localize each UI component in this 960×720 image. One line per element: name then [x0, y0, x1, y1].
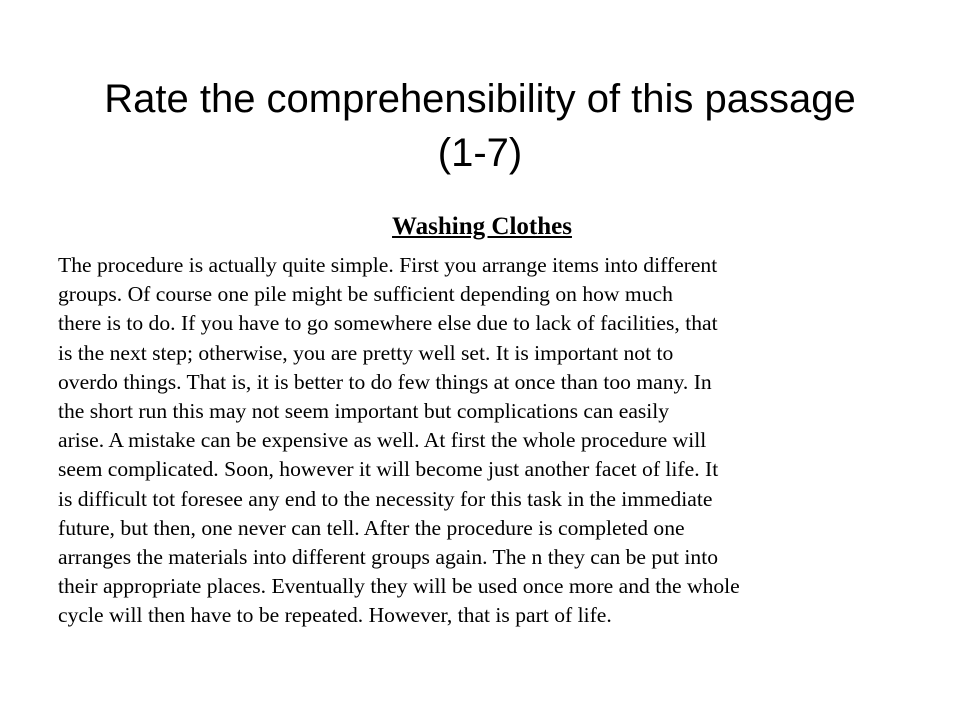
passage-line: overdo things. That is, it is better to do few things at once than too many. In — [58, 369, 712, 394]
passage-line: the short run this may not seem important but complications can easily — [58, 399, 670, 424]
passage-line: is the next step; otherwise, you are pretty well set. It is important not to — [58, 340, 674, 365]
slide-title-line-1: Rate the comprehensibility of this passage — [104, 77, 856, 121]
passage-line: groups. Of course one pile might be sufficient depending on how much — [58, 282, 673, 307]
passage-heading: Washing Clothes — [392, 213, 572, 240]
passage-line: future, but then, one never can tell. After the procedure is completed one — [58, 515, 685, 540]
passage-body — [58, 251, 938, 631]
passage-line: arise. A mistake can be expensive as well. At first the whole procedure will — [58, 428, 707, 453]
passage-line: there is to do. If you have to go somewhere else due to lack of facilities, that — [58, 311, 718, 336]
slide-title-line-2: (1-7) — [437, 131, 523, 175]
passage-line: their appropriate places. Eventually they will be used once more and the whole — [58, 574, 740, 599]
slide-title — [40, 72, 920, 180]
passage-line: cycle will then have to be repeated. However, that is part of life. — [58, 603, 612, 628]
passage-line: arranges the materials into different groups again. The n they can be put into — [58, 545, 719, 570]
passage-line: is difficult tot foresee any end to the necessity for this task in the immediate — [58, 486, 713, 511]
passage-line: The procedure is actually quite simple. First you arrange items into different — [58, 253, 718, 277]
passage-line: seem complicated. Soon, however it will become just another facet of life. It — [58, 457, 719, 482]
